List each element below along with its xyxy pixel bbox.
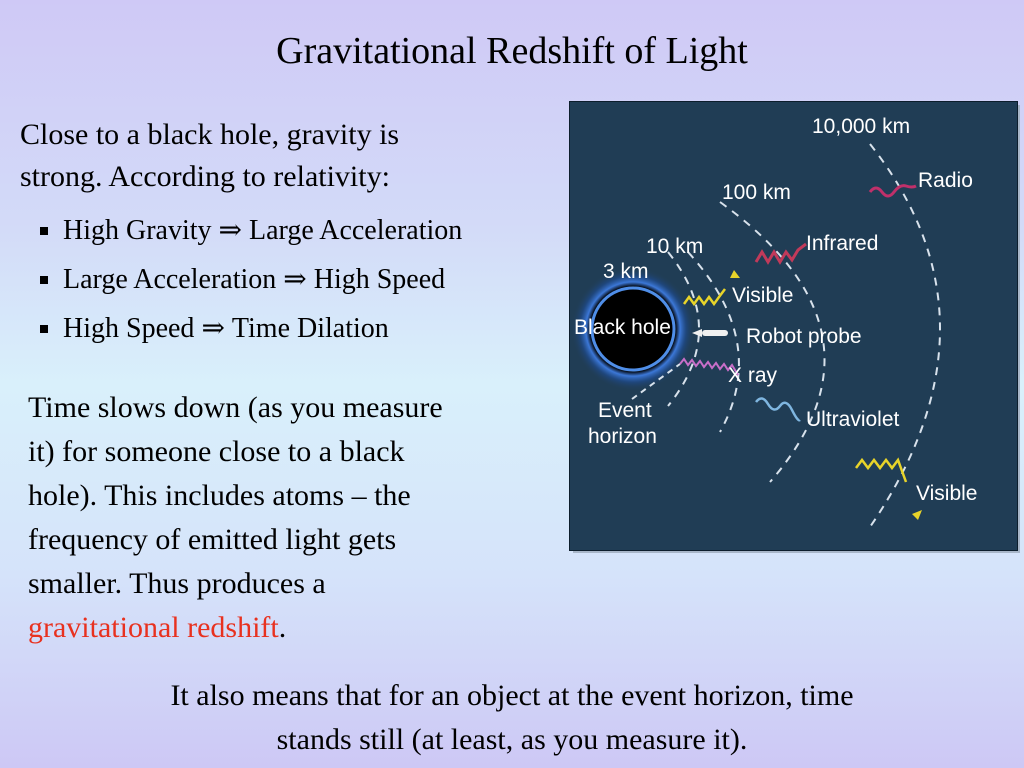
bullet-effect: Large Acceleration [249, 215, 463, 246]
slide-title: Gravitational Redshift of Light [276, 30, 748, 72]
arc-10km [688, 252, 739, 432]
paragraph-line [28, 606, 558, 650]
visible-wave-near-icon [684, 289, 725, 304]
bullet-effect: High Speed [313, 264, 446, 295]
arc-10000km [870, 144, 940, 527]
paragraph-line: frequency of emitted light gets [28, 523, 397, 556]
infrared-wave-icon [756, 244, 806, 262]
ultraviolet-wave-icon [756, 398, 800, 420]
label-100km: 100 km [722, 181, 791, 204]
bullet-item [40, 255, 570, 304]
label-infrared: Infrared [806, 232, 879, 255]
visible-arrow-near-icon [730, 270, 740, 278]
footer-note [40, 674, 984, 762]
footer-line-2: stands still (at least, as you measure it). [276, 723, 748, 756]
paragraph-line: hole). This includes atoms – the [28, 479, 411, 512]
bullet-item [40, 304, 570, 353]
label-visible-near: Visible [732, 284, 794, 307]
radio-wave-icon [870, 186, 916, 196]
robot-probe-icon [702, 330, 728, 336]
visible-arrow-far-icon [912, 510, 922, 520]
footer-line-1: It also means that for an object at the event horizon, time [170, 679, 854, 712]
label-ultraviolet: Ultraviolet [806, 408, 900, 431]
paragraph-line: it) for someone close to a black [28, 435, 405, 468]
label-10000km: 10,000 km [812, 115, 911, 138]
paragraph-line: smaller. Thus produces a [28, 567, 326, 600]
bullet-cause: High Gravity [63, 215, 212, 246]
label-horizon: horizon [588, 425, 657, 448]
bullet-list [40, 206, 570, 353]
label-10km: 10 km [646, 235, 704, 258]
label-xray: X ray [728, 364, 778, 387]
implies-arrow-icon: ⇒ [218, 215, 242, 246]
paragraph-line: Time slows down (as you measure [28, 391, 443, 424]
bullet-item [40, 206, 570, 255]
black-hole-diagram [570, 102, 1017, 550]
label-radio: Radio [918, 169, 973, 192]
label-black-hole: Black hole [574, 316, 671, 339]
explanation-paragraph [28, 386, 558, 650]
bullet-square-icon [40, 325, 48, 333]
diagram-canvas [570, 102, 1017, 550]
bullet-cause: Large Acceleration [63, 264, 277, 295]
label-event: Event [598, 399, 652, 422]
bullet-cause: High Speed [63, 313, 195, 344]
paragraph-end: . [278, 611, 287, 644]
visible-wave-far-icon [856, 460, 906, 482]
bullet-square-icon [40, 276, 48, 284]
intro-line-1: Close to a black hole, gravity is [20, 118, 400, 151]
intro-line-2: strong. According to relativity: [20, 160, 390, 193]
intro-text [20, 114, 560, 198]
label-3km: 3 km [603, 260, 649, 283]
redshift-highlight: gravitational redshift [28, 611, 279, 644]
label-robot-probe: Robot probe [746, 325, 862, 348]
label-visible-far: Visible [916, 482, 978, 505]
bullet-square-icon [40, 227, 48, 235]
implies-arrow-icon: ⇒ [283, 264, 307, 295]
bullet-effect: Time Dilation [231, 313, 389, 344]
implies-arrow-icon: ⇒ [201, 313, 225, 344]
